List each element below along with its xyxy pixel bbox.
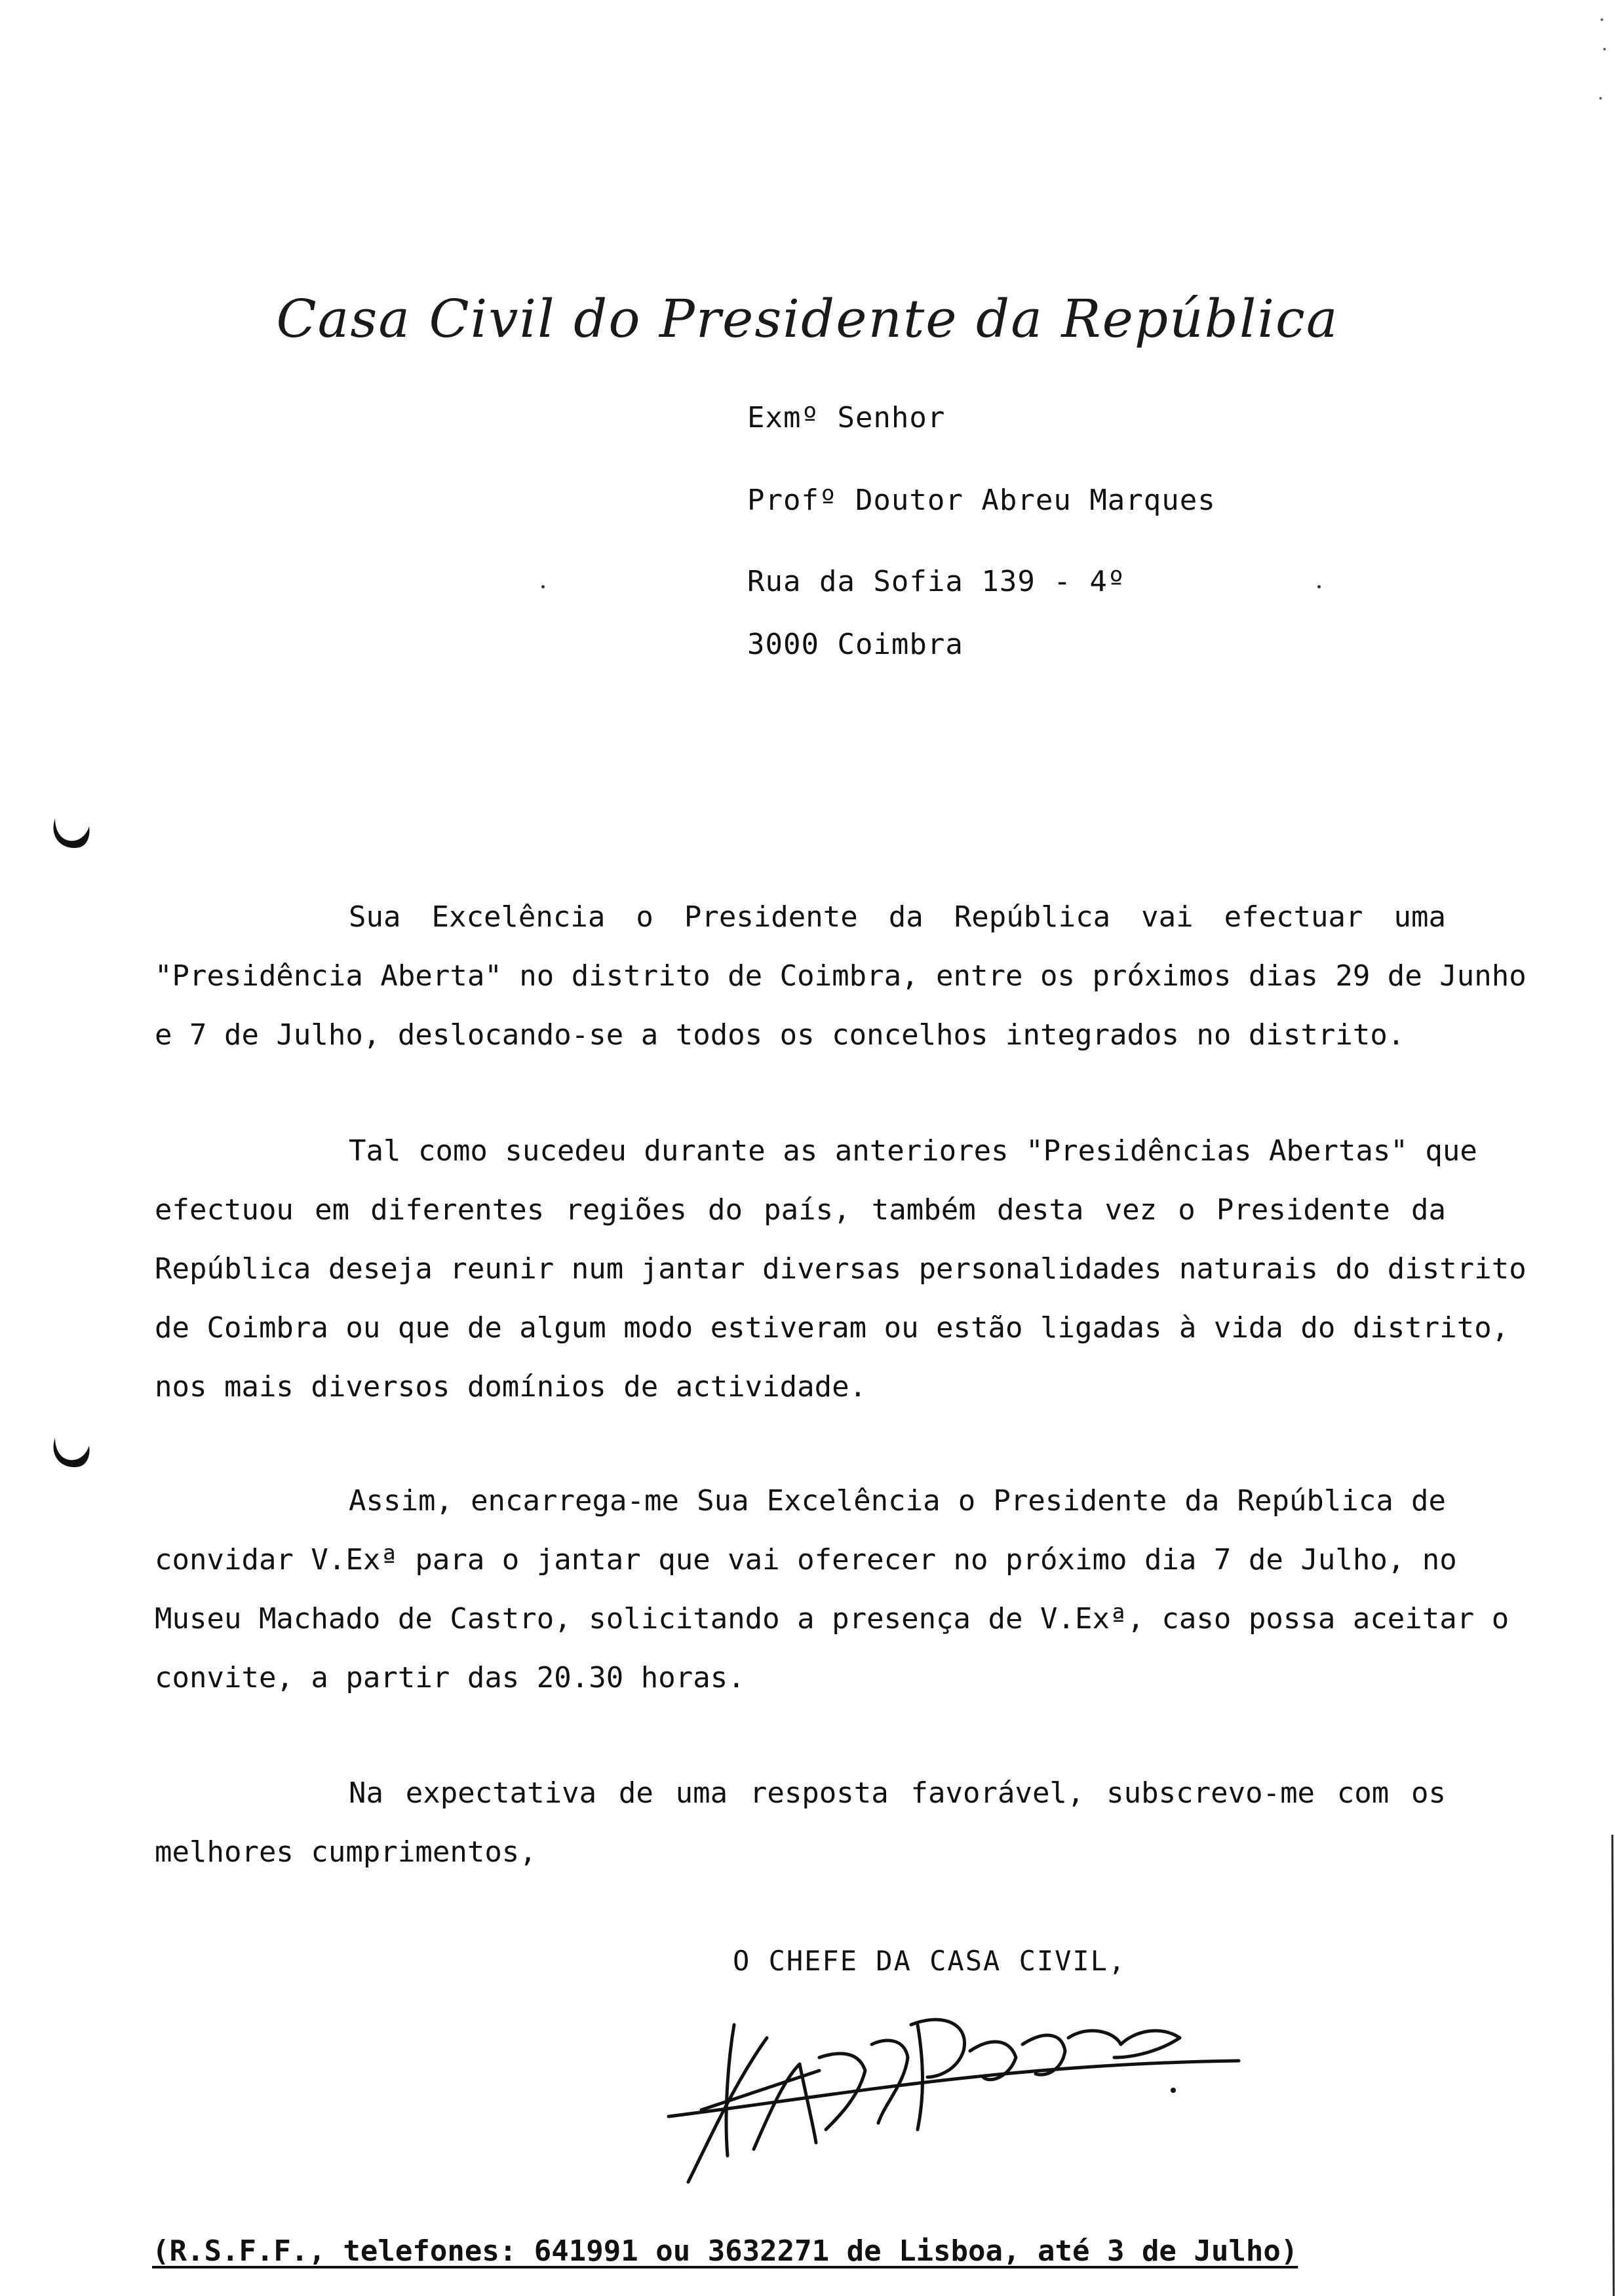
scan-speck (1317, 585, 1321, 588)
paragraph-line: Assim, encarrega-me Sua Excelência o Presidente da República de (349, 1484, 1446, 1518)
recipient-city: 3000 Coimbra (747, 628, 963, 661)
paragraph-line: nos mais diversos domínios de actividade. (155, 1370, 867, 1404)
paragraph-1 (155, 888, 1527, 1065)
paragraph-line: Na expectativa de uma resposta favorável, subscrevo-me com os (349, 1776, 1446, 1810)
punch-hole-icon (47, 1428, 92, 1473)
paragraph-line: Museu Machado de Castro, solicitando a presença de V.Exª, caso possa aceitar o (155, 1602, 1509, 1636)
paragraph-line: e 7 de Julho, deslocando-se a todos os concelhos integrados no distrito. (155, 1018, 1405, 1052)
recipient-salutation: Exmº Senhor (747, 401, 946, 434)
paragraph-line: efectuou em diferentes regiões do país, também desta vez o Presidente da (155, 1193, 1446, 1227)
recipient-name: Profº Doutor Abreu Marques (747, 484, 1216, 517)
closing-title: O CHEFE DA CASA CIVIL, (733, 1945, 1127, 1977)
paragraph-line: de Coimbra ou que de algum modo estiveram ou estão ligadas à vida do distrito, (155, 1311, 1509, 1345)
paragraph-line: convite, a partir das 20.30 horas. (155, 1661, 745, 1694)
recipient-street: Rua da Sofia 139 - 4º (747, 565, 1126, 598)
paragraph-3 (155, 1472, 1509, 1708)
paragraph-4 (155, 1764, 1446, 1882)
signature-image (662, 1985, 1252, 2195)
paragraph-line: melhores cumprimentos, (155, 1835, 537, 1869)
paragraph-line: Tal como sucedeu durante as anteriores "Presidências Abertas" que (349, 1134, 1477, 1168)
paragraph-line: "Presidência Aberta" no distrito de Coimbra, entre os próximos dias 29 de Junho (155, 959, 1527, 993)
letterhead-title: Casa Civil do Presidente da República (276, 288, 1339, 349)
scan-edge (1589, 0, 1615, 2296)
paragraph-line: República deseja reunir num jantar diversas personalidades naturais do distrito (155, 1252, 1527, 1286)
paragraph-2 (155, 1122, 1527, 1417)
scan-speck (541, 585, 545, 588)
punch-hole-icon (47, 809, 92, 854)
footer-note: (R.S.F.F., telefones: 641991 ou 3632271 de Lisboa, até 3 de Julho) (152, 2234, 1298, 2268)
paragraph-line: convidar V.Exª para o jantar que vai oferecer no próximo dia 7 de Julho, no (155, 1543, 1457, 1577)
paragraph-line: Sua Excelência o Presidente da República vai efectuar uma (349, 900, 1446, 934)
